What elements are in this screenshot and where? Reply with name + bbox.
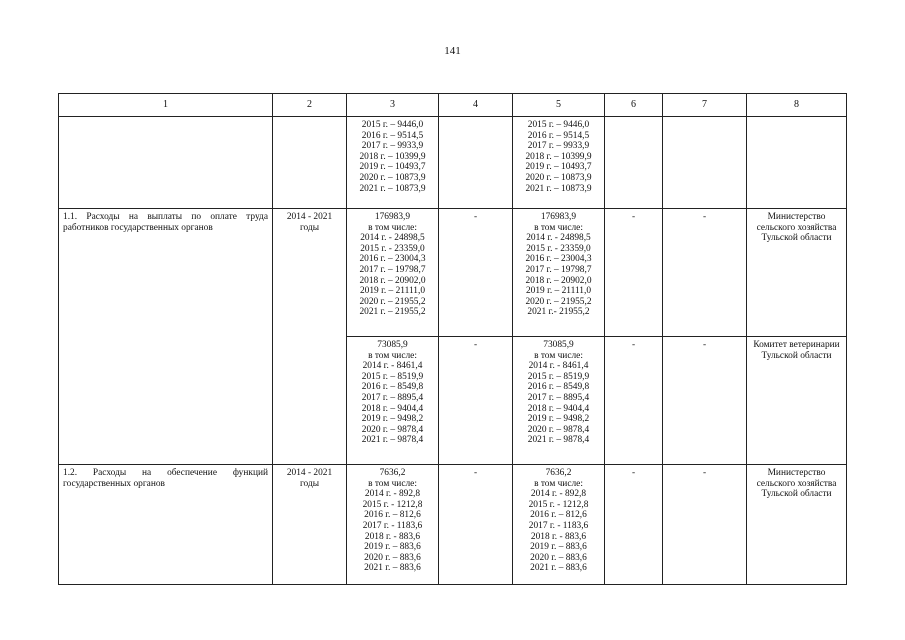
- funding-line: в том числе:: [534, 350, 583, 361]
- funding-line: 2015 г. - 23359,0: [526, 243, 591, 254]
- total-funding-cell: [347, 209, 439, 337]
- funding-line: 2020 г. – 10873,9: [525, 172, 592, 183]
- funding-line: 2014 г. - 892,8: [530, 489, 587, 500]
- funding-line: 2021 г. – 10873,9: [525, 183, 592, 194]
- header-cell: 2: [273, 94, 347, 117]
- funding-line: 2016 г. – 9514,5: [527, 130, 590, 141]
- funding-line: 7636,2: [379, 468, 406, 478]
- funding-line: 2019 г. – 9498,2: [527, 414, 590, 425]
- funding-line: 2016 г. – 23004,3: [525, 254, 592, 265]
- funding-line: 2014 г. - 24898,5: [526, 233, 591, 244]
- measure-cell: 1.2. Расходы на обеспечение функций государственных органов: [59, 465, 273, 585]
- funding-line: 2016 г. – 23004,3: [359, 254, 426, 265]
- executor-cell: Министерство сельского хозяйства Тульской области: [747, 209, 847, 337]
- funding-line: 2017 г. – 19798,7: [525, 264, 592, 275]
- other-funding-cell: -: [663, 209, 747, 337]
- total-funding-cell: [347, 337, 439, 465]
- funding-line: в том числе:: [534, 222, 583, 233]
- funding-line: 2018 г. – 20902,0: [359, 275, 426, 286]
- header-cell: 3: [347, 94, 439, 117]
- local-funding-cell: -: [605, 209, 663, 337]
- funding-line: 2019 г. – 21111,0: [359, 286, 426, 297]
- funding-line: 2021 г. – 10873,9: [359, 183, 426, 194]
- header-cell: 8: [747, 94, 847, 117]
- funding-line: 2017 г. – 8895,4: [361, 392, 424, 403]
- funding-line: 2021 г. – 21955,2: [359, 307, 426, 318]
- funding-line: в том числе:: [368, 350, 417, 361]
- funding-line: 2016 г. – 9514,5: [361, 130, 424, 141]
- funding-line: 2021 г. – 9878,4: [361, 435, 424, 446]
- funding-line: 176983,9: [540, 212, 577, 222]
- regional-funding-cell: [513, 337, 605, 465]
- funding-line: 2018 г. – 10399,9: [525, 151, 592, 162]
- period-cell: 2014 - 2021 годы: [273, 465, 347, 585]
- funding-line: 2018 г. – 9404,4: [527, 403, 590, 414]
- table-row: [59, 209, 847, 337]
- funding-line: 2015 г. – 8519,9: [361, 371, 424, 382]
- funding-line: 2014 г. - 892,8: [364, 489, 421, 500]
- federal-funding-cell: -: [439, 209, 513, 337]
- period-cell: [273, 117, 347, 209]
- header-row: [59, 94, 847, 117]
- local-funding-cell: -: [605, 337, 663, 465]
- funding-line: 2015 г. – 9446,0: [527, 120, 590, 130]
- measure-cell: [59, 117, 273, 209]
- funding-line: 176983,9: [374, 212, 411, 222]
- measure-cell: 1.1. Расходы на выплаты по оплате труда работников государственных органов: [59, 209, 273, 465]
- funding-line: 2020 г. – 9878,4: [527, 424, 590, 435]
- funding-line: 2015 г. - 1212,8: [362, 499, 423, 510]
- funding-line: в том числе:: [534, 478, 583, 489]
- regional-funding-cell: [513, 209, 605, 337]
- table-row: [59, 465, 847, 585]
- period-cell: 2014 - 2021 годы: [273, 209, 347, 465]
- funding-line: 2021 г. – 883,6: [364, 563, 421, 574]
- page-number: 141: [444, 45, 461, 57]
- executor-cell: Министерство сельского хозяйства Тульской области: [747, 465, 847, 585]
- header-cell: 1: [59, 94, 273, 117]
- local-funding-cell: [605, 117, 663, 209]
- funding-line: 2017 г. – 8895,4: [527, 392, 590, 403]
- funding-line: 2020 г. – 10873,9: [359, 172, 426, 183]
- funding-line: 2017 г. - 1183,6: [528, 520, 589, 531]
- federal-funding-cell: [439, 117, 513, 209]
- header-cell: 5: [513, 94, 605, 117]
- funding-line: 2016 г. – 812,6: [530, 510, 587, 521]
- funding-line: 2017 г. - 1183,6: [362, 520, 423, 531]
- funding-line: 73085,9: [543, 340, 574, 350]
- funding-line: 2015 г. – 8519,9: [527, 371, 590, 382]
- program-table: [58, 93, 847, 585]
- table-row: [59, 117, 847, 209]
- funding-line: 2020 г. – 883,6: [530, 552, 587, 563]
- executor-cell: [747, 117, 847, 209]
- funding-line: 2019 г. – 883,6: [364, 542, 421, 553]
- funding-line: 7636,2: [545, 468, 572, 478]
- total-funding-cell: [347, 465, 439, 585]
- funding-line: 2020 г. – 883,6: [364, 552, 421, 563]
- funding-line: 2021 г. – 883,6: [530, 563, 587, 574]
- funding-line: 2020 г. – 21955,2: [359, 296, 426, 307]
- funding-line: в том числе:: [368, 222, 417, 233]
- funding-line: 2019 г. – 10493,7: [359, 162, 426, 173]
- funding-line: 2015 г. - 23359,0: [360, 243, 425, 254]
- local-funding-cell: -: [605, 465, 663, 585]
- regional-funding-cell: [513, 465, 605, 585]
- funding-line: 2015 г. – 9446,0: [361, 120, 424, 130]
- header-cell: 4: [439, 94, 513, 117]
- funding-line: 2016 г. – 8549,8: [527, 382, 590, 393]
- funding-line: 73085,9: [377, 340, 408, 350]
- header-cell: 6: [605, 94, 663, 117]
- funding-line: 2018 г. – 10399,9: [359, 151, 426, 162]
- funding-line: 2020 г. – 9878,4: [361, 424, 424, 435]
- funding-line: 2016 г. – 8549,8: [361, 382, 424, 393]
- funding-line: 2019 г. – 10493,7: [525, 162, 592, 173]
- funding-line: 2021 г. – 9878,4: [527, 435, 590, 446]
- regional-funding-cell: [513, 117, 605, 209]
- funding-line: в том числе:: [368, 478, 417, 489]
- other-funding-cell: [663, 117, 747, 209]
- other-funding-cell: -: [663, 465, 747, 585]
- funding-line: 2017 г. – 19798,7: [359, 264, 426, 275]
- funding-line: 2019 г. – 21111,0: [525, 286, 592, 297]
- federal-funding-cell: -: [439, 465, 513, 585]
- funding-line: 2014 г. - 8461,4: [528, 361, 589, 372]
- funding-line: 2018 г. – 20902,0: [525, 275, 592, 286]
- funding-line: 2018 г. - 883,6: [530, 531, 587, 542]
- funding-line: 2015 г. - 1212,8: [528, 499, 589, 510]
- funding-line: 2019 г. – 9498,2: [361, 414, 424, 425]
- funding-line: 2020 г. – 21955,2: [525, 296, 592, 307]
- funding-line: 2021 г.- 21955,2: [527, 307, 590, 318]
- header-cell: 7: [663, 94, 747, 117]
- federal-funding-cell: -: [439, 337, 513, 465]
- total-funding-cell: [347, 117, 439, 209]
- funding-line: 2018 г. – 9404,4: [361, 403, 424, 414]
- executor-cell: Комитет ветеринарии Тульской области: [747, 337, 847, 465]
- funding-line: 2014 г. - 24898,5: [360, 233, 425, 244]
- funding-line: 2016 г. – 812,6: [364, 510, 421, 521]
- funding-line: 2014 г. - 8461,4: [362, 361, 423, 372]
- funding-line: 2017 г. – 9933,9: [527, 141, 590, 152]
- funding-line: 2019 г. – 883,6: [530, 542, 587, 553]
- funding-line: 2017 г. – 9933,9: [361, 141, 424, 152]
- other-funding-cell: -: [663, 337, 747, 465]
- funding-line: 2018 г. - 883,6: [364, 531, 421, 542]
